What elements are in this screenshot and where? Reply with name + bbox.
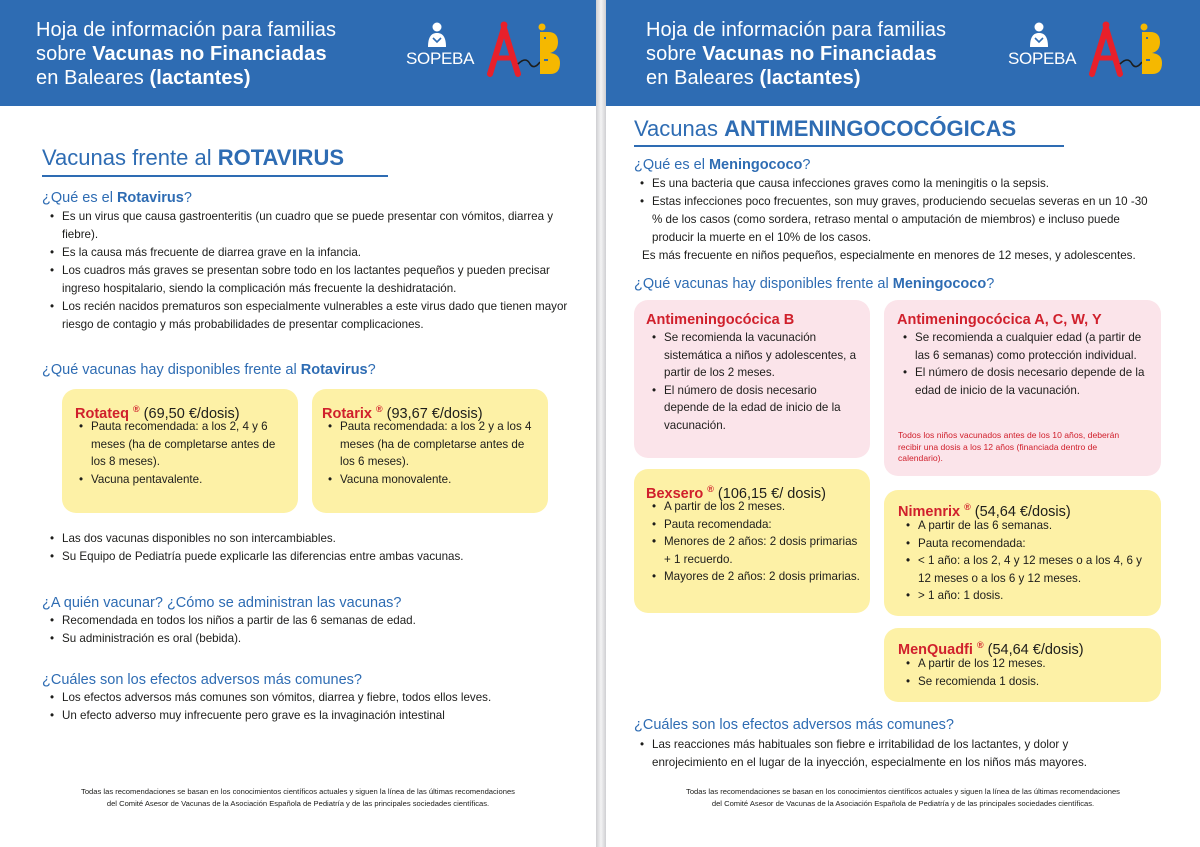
list-item — [652, 533, 860, 586]
list-item: • • Menores de 2 años: 2 dosis primarias + 1 recuerdo. — [652, 533, 860, 568]
adverse-effects-list — [640, 736, 1140, 772]
ab-logo — [482, 20, 564, 78]
header-band — [0, 0, 596, 106]
list-item: • Se recomienda 1 dosis. — [906, 673, 1150, 691]
rotarix-list — [328, 418, 534, 488]
meningococcus-facts-list — [640, 175, 1160, 247]
meningococcal-title: Vacunas ANTIMENINGOCOCÓGICAS — [634, 116, 1017, 141]
right-page — [606, 0, 1200, 847]
list-item: • Vacuna monovalente. — [328, 471, 534, 489]
list-item: • Es un virus que causa gastroenteritis (un cuadro que se puede presentar con vómitos, diarrea y fiebre). — [50, 208, 570, 244]
vaccines-notes-list — [50, 530, 570, 566]
q-what-is-meningococcus: ¿Qué es el Meningococo? — [634, 157, 811, 173]
adverse-effects-list — [50, 689, 570, 725]
list-item: • > 1 año: 1 dosis. — [906, 587, 1150, 605]
title-underline — [634, 145, 1064, 147]
sopeba-logo — [1004, 22, 1076, 74]
left-page — [0, 0, 596, 847]
header-title: Hoja de información para familias sobre Vacunas no Financiadas en Baleares (lactantes) — [36, 19, 337, 89]
list-item: • A partir de los 2 meses. — [652, 498, 860, 516]
sopeba-logo-text: SOPEBA — [406, 49, 475, 68]
list-item: • Es una bacteria que causa infecciones graves como la meningitis o la sepsis. — [640, 175, 1160, 193]
list-item: • Pauta recomendada: a los 2, 4 y 6 meses (ha de completarse antes de los 8 meses). — [79, 418, 285, 471]
footer-note: Todas las recomendaciones se basan en los conocimientos científicos actuales y siguen la línea de las últimas recomendaciones del Comité Asesor de Vacunas de la Asociación Española de Pediatría y de las principales sociedades científicas. — [686, 787, 1120, 808]
list-item: • A partir de las 6 semanas. — [906, 517, 1150, 535]
header-title: Hoja de información para familias sobre Vacunas no Financiadas en Baleares (lactantes) — [646, 19, 947, 89]
list-item: • Es la causa más frecuente de diarrea grave en la infancia. — [50, 244, 570, 262]
q-adverse-effects: ¿Cuáles son los efectos adversos más comunes? — [42, 672, 362, 688]
rotarix-title: Rotarix ® (93,67 €/dosis) — [322, 404, 483, 422]
list-item — [906, 552, 1150, 605]
list-item: • Un efecto adverso muy infrecuente pero grave es la invaginación intestinal — [50, 707, 570, 725]
rotateq-list — [79, 418, 285, 488]
list-item: • Se recomienda la vacunación sistemática a niños y adolescentes, a partir de los 2 meses. — [652, 329, 858, 382]
list-item: • El número de dosis necesario depende de la edad de inicio de la vacunación. — [652, 382, 858, 435]
rotateq-card — [62, 389, 298, 513]
footer-note: Todas las recomendaciones se basan en los conocimientos científicos actuales y siguen la línea de las últimas recomendaciones del Comité Asesor de Vacunas de la Asociación Española de Pediatría y de las principales sociedades científicas. — [81, 787, 515, 808]
menacwy-list — [903, 329, 1147, 399]
menb-title: Antimeningocócica B — [646, 312, 795, 328]
list-item: • Vacuna pentavalente. — [79, 471, 285, 489]
q-rotavirus-vaccines: ¿Qué vacunas hay disponibles frente al Rotavirus? — [42, 362, 376, 378]
list-item: • Su Equipo de Pediatría puede explicarle las diferencias entre ambas vacunas. — [50, 548, 570, 566]
nimenrix-card — [884, 490, 1161, 616]
rotavirus-title: Vacunas frente al ROTAVIRUS — [42, 145, 344, 170]
list-item: • Los recién nacidos prematuros son especialmente vulnerables a este virus dado que tienen mayor riesgo de contagio y más probabilidades de presentar complicaciones. — [50, 298, 570, 334]
menquadfi-card — [884, 628, 1161, 702]
rotavirus-facts-list — [50, 208, 570, 334]
bexsero-title: Bexsero ® (106,15 €/ dosis) — [646, 484, 826, 502]
rotateq-title: Rotateq ® (69,50 €/dosis) — [75, 404, 240, 422]
list-item: • El número de dosis necesario depende de la edad de inicio de la vacunación. — [903, 364, 1147, 399]
ab-logo — [1084, 20, 1166, 78]
bexsero-sublist — [652, 533, 860, 586]
list-item: • Su administración es oral (bebida). — [50, 630, 570, 648]
q-meningococcal-vaccines: ¿Qué vacunas hay disponibles frente al Meningococo? — [634, 276, 995, 292]
nimenrix-sublist — [906, 552, 1150, 605]
who-to-vaccinate-list — [50, 612, 570, 648]
meningococcus-frequency-text: Es más frecuente en niños pequeños, especialmente en menores de 12 meses, y adolescentes. — [642, 249, 1136, 262]
q-what-is-rotavirus: ¿Qué es el Rotavirus? — [42, 190, 192, 206]
list-item: • Las reacciones más habituales son fiebre e irritabilidad de los lactantes, y dolor y enrojecimiento en el lugar de la inyección, especialmente en los niños más mayores. — [640, 736, 1140, 772]
list-item: • Estas infecciones poco frecuentes, son muy graves, produciendo secuelas severas en un 10 -30 % de los casos (como sordera, retraso mental o amputación de miembros) e incluso puede producir la muerte en el 10% de los casos. — [640, 193, 1160, 247]
list-item: • Se recomienda a cualquier edad (a partir de las 6 semanas) como protección individual. — [903, 329, 1147, 364]
menquadfi-title: MenQuadfi ® (54,64 €/dosis) — [898, 640, 1084, 658]
list-item: • A partir de los 12 meses. — [906, 655, 1150, 673]
menb-list — [652, 329, 858, 434]
list-item: • Pauta recomendada: — [906, 535, 1150, 553]
nimenrix-title: Nimenrix ® (54,64 €/dosis) — [898, 502, 1071, 520]
list-item: • Recomendada en todos los niños a partir de las 6 semanas de edad. — [50, 612, 570, 630]
booster-note: Todos los niños vacunados antes de los 10 años, deberán recibir una dosis a los 12 años (financiada dentro de calendario). — [898, 430, 1120, 463]
page-gutter — [596, 0, 606, 847]
q-who-to-vaccinate: ¿A quién vacunar? ¿Cómo se administran las vacunas? — [42, 595, 402, 611]
bexsero-card — [634, 469, 870, 613]
list-item: • Pauta recomendada: — [652, 516, 860, 534]
menb-card — [634, 300, 870, 458]
list-item: • Los efectos adversos más comunes son vómitos, diarrea y fiebre, todos ellos leves. — [50, 689, 570, 707]
q-adverse-effects: ¿Cuáles son los efectos adversos más comunes? — [634, 717, 954, 733]
list-item: • • < 1 año: a los 2, 4 y 12 meses o a los 4, 6 y 12 meses o a los 6 y 12 meses. — [906, 552, 1150, 587]
list-item: • Pauta recomendada: a los 2 y a los 4 meses (ha de completarse antes de los 6 meses). — [328, 418, 534, 471]
header-band — [606, 0, 1200, 106]
list-item: • Las dos vacunas disponibles no son intercambiables. — [50, 530, 570, 548]
title-underline — [42, 175, 388, 177]
list-item: • Los cuadros más graves se presentan sobre todo en los lactantes pequeños y pueden precisar ingreso hospitalario, siendo la complicación más frecuente la deshidratación. — [50, 262, 570, 298]
bexsero-list — [652, 498, 860, 586]
sopeba-logo — [402, 22, 474, 74]
sopeba-figure-icon — [1028, 22, 1050, 48]
rotarix-card — [312, 389, 548, 513]
menacwy-title: Antimeningocócica A, C, W, Y — [897, 312, 1102, 328]
list-item: • Mayores de 2 años: 2 dosis primarias. — [652, 568, 860, 586]
menacwy-card — [884, 300, 1161, 476]
nimenrix-list — [906, 517, 1150, 605]
menquadfi-list — [906, 655, 1150, 690]
sopeba-figure-icon — [426, 22, 448, 48]
sopeba-logo-text: SOPEBA — [1008, 49, 1077, 68]
